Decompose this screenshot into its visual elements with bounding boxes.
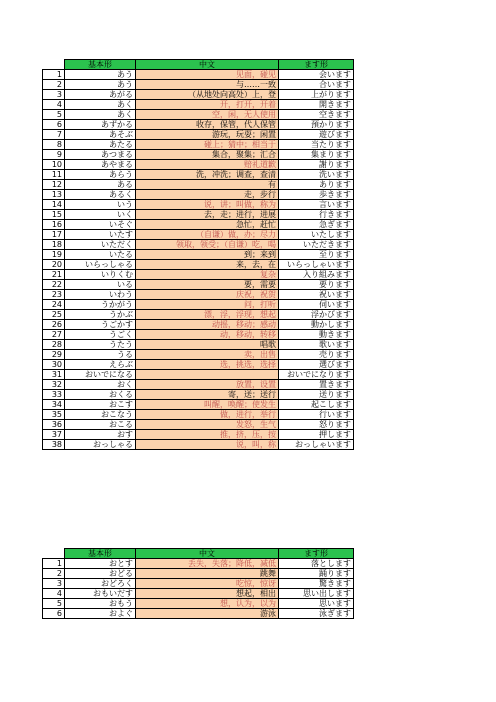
base-form-cell: うごかす xyxy=(65,320,136,330)
base-form-cell: あらう xyxy=(65,170,136,180)
row-number: 24 xyxy=(43,300,65,310)
masu-form-cell: 会います xyxy=(279,70,354,80)
chinese-meaning-cell: 选，挑选，选择 xyxy=(136,360,279,370)
masu-form-cell: 預かります xyxy=(279,120,354,130)
table-row xyxy=(43,350,354,360)
chinese-meaning-cell: 洗，冲洗；调查，查清 xyxy=(136,170,279,180)
row-number: 30 xyxy=(43,360,65,370)
masu-form-cell: あります xyxy=(279,180,354,190)
table-row xyxy=(43,579,354,589)
chinese-meaning-cell: 漂，浮，浮现，想起 xyxy=(136,310,279,320)
table-row xyxy=(43,70,354,80)
base-form-cell: いう xyxy=(65,200,136,210)
base-form-cell: えらぶ xyxy=(65,360,136,370)
base-form-cell: あく xyxy=(65,110,136,120)
chinese-meaning-cell: 赔礼道歉 xyxy=(136,160,279,170)
chinese-meaning-cell: 与……一致 xyxy=(136,80,279,90)
chinese-meaning-cell: 吃惊，惊讶 xyxy=(136,579,279,589)
row-number: 5 xyxy=(43,110,65,120)
masu-form-cell: 開きます xyxy=(279,100,354,110)
base-form-cell: おもう xyxy=(65,599,136,609)
masu-form-cell: 浮かびます xyxy=(279,310,354,320)
base-form-cell: いわう xyxy=(65,290,136,300)
masu-form-cell: 行きます xyxy=(279,210,354,220)
masu-form-cell: 送ります xyxy=(279,390,354,400)
header-masu-form: ます形 xyxy=(279,60,354,70)
row-number: 38 xyxy=(43,440,65,450)
base-form-cell: いりくむ xyxy=(65,270,136,280)
masu-form-cell: 当たります xyxy=(279,140,354,150)
masu-form-cell: 行います xyxy=(279,410,354,420)
base-form-cell: おもいだす xyxy=(65,589,136,599)
table-row xyxy=(43,250,354,260)
masu-form-cell: おいでになります xyxy=(279,370,354,380)
chinese-meaning-cell: 来，去，在 xyxy=(136,260,279,270)
row-number: 2 xyxy=(43,569,65,579)
row-number: 3 xyxy=(43,90,65,100)
chinese-meaning-cell: 到；来到 xyxy=(136,250,279,260)
table-row xyxy=(43,270,354,280)
table-row xyxy=(43,120,354,130)
chinese-meaning-cell: 丢失，失落；降低，减低 xyxy=(136,559,279,569)
row-number: 35 xyxy=(43,410,65,420)
header-number xyxy=(43,60,65,70)
row-number: 1 xyxy=(43,559,65,569)
base-form-cell: あつまる xyxy=(65,150,136,160)
table-row xyxy=(43,380,354,390)
chinese-meaning-cell: 寄，送；送行 xyxy=(136,390,279,400)
table-row xyxy=(43,430,354,440)
table-row xyxy=(43,230,354,240)
masu-form-cell: いらっしゃいます xyxy=(279,260,354,270)
base-form-cell: およぐ xyxy=(65,609,136,619)
table-row xyxy=(43,210,354,220)
row-number: 25 xyxy=(43,310,65,320)
masu-form-cell: 驚きます xyxy=(279,579,354,589)
chinese-meaning-cell: 碰上；猜中；相当于 xyxy=(136,140,279,150)
chinese-meaning-cell: 推，挤，压，按 xyxy=(136,430,279,440)
base-form-cell: おっしゃる xyxy=(65,440,136,450)
row-number: 4 xyxy=(43,100,65,110)
masu-form-cell: 謝ります xyxy=(279,160,354,170)
table-row xyxy=(43,140,354,150)
chinese-meaning-cell: 跳舞 xyxy=(136,569,279,579)
chinese-meaning-cell xyxy=(136,370,279,380)
masu-form-cell: 至ります xyxy=(279,250,354,260)
masu-form-cell: 思い出します xyxy=(279,589,354,599)
chinese-meaning-cell: 游泳 xyxy=(136,609,279,619)
table-row xyxy=(43,310,354,320)
masu-form-cell: 置きます xyxy=(279,380,354,390)
masu-form-cell: 伺います xyxy=(279,300,354,310)
masu-form-cell: 売ります xyxy=(279,350,354,360)
row-number: 34 xyxy=(43,400,65,410)
table-row xyxy=(43,390,354,400)
table-row xyxy=(43,370,354,380)
base-form-cell: いらっしゃる xyxy=(65,260,136,270)
masu-form-cell: 洗います xyxy=(279,170,354,180)
row-number: 32 xyxy=(43,380,65,390)
table-row xyxy=(43,170,354,180)
table-row xyxy=(43,569,354,579)
header-chinese: 中文 xyxy=(136,549,279,559)
table-row xyxy=(43,240,354,250)
table-row xyxy=(43,180,354,190)
base-form-cell: おどろく xyxy=(65,579,136,589)
row-number: 37 xyxy=(43,430,65,440)
chinese-meaning-cell: 游玩，玩耍；闲置 xyxy=(136,130,279,140)
table-row xyxy=(43,80,354,90)
masu-form-cell: 歩きます xyxy=(279,190,354,200)
base-form-cell: あたる xyxy=(65,140,136,150)
base-form-cell: うたう xyxy=(65,340,136,350)
row-number: 29 xyxy=(43,350,65,360)
chinese-meaning-cell: 说，讲；叫做，称为 xyxy=(136,200,279,210)
masu-form-cell: いただきます xyxy=(279,240,354,250)
masu-form-cell: 上がります xyxy=(279,90,354,100)
base-form-cell: いる xyxy=(65,280,136,290)
masu-form-cell: 合います xyxy=(279,80,354,90)
base-form-cell: おくる xyxy=(65,390,136,400)
masu-form-cell: 入り組みます xyxy=(279,270,354,280)
masu-form-cell: 選びます xyxy=(279,360,354,370)
table-row xyxy=(43,90,354,100)
chinese-meaning-cell: 说，叫，称 xyxy=(136,440,279,450)
table-row xyxy=(43,589,354,599)
table-row xyxy=(43,110,354,120)
table-row xyxy=(43,360,354,370)
masu-form-cell: 遊びます xyxy=(279,130,354,140)
masu-form-cell: 押します xyxy=(279,430,354,440)
table-row xyxy=(43,340,354,350)
row-number: 21 xyxy=(43,270,65,280)
table-row xyxy=(43,200,354,210)
masu-form-cell: 動きます xyxy=(279,330,354,340)
row-number: 28 xyxy=(43,340,65,350)
table-row xyxy=(43,599,354,609)
row-number: 17 xyxy=(43,230,65,240)
row-number: 7 xyxy=(43,130,65,140)
chinese-meaning-cell: 见面，碰见 xyxy=(136,70,279,80)
header-base-form: 基本形 xyxy=(65,60,136,70)
base-form-cell: おこる xyxy=(65,420,136,430)
table-row xyxy=(43,280,354,290)
base-form-cell: いただく xyxy=(65,240,136,250)
table-row xyxy=(43,160,354,170)
masu-form-cell: 思います xyxy=(279,599,354,609)
base-form-cell: うかぶ xyxy=(65,310,136,320)
verb-table-1 xyxy=(42,59,354,450)
row-number: 6 xyxy=(43,120,65,130)
row-number: 1 xyxy=(43,70,65,80)
masu-form-cell: 集まります xyxy=(279,150,354,160)
base-form-cell: おとす xyxy=(65,559,136,569)
base-form-cell: おす xyxy=(65,430,136,440)
chinese-meaning-cell: 集合，聚集；汇合 xyxy=(136,150,279,160)
base-form-cell: おいでになる xyxy=(65,370,136,380)
table-row xyxy=(43,609,354,619)
row-number: 31 xyxy=(43,370,65,380)
verb-table-2 xyxy=(42,548,354,619)
header-row xyxy=(43,549,354,559)
row-number: 12 xyxy=(43,180,65,190)
chinese-meaning-cell: 做，进行，举行 xyxy=(136,410,279,420)
chinese-meaning-cell: 去，走；进行，进展 xyxy=(136,210,279,220)
chinese-meaning-cell: 问，打听 xyxy=(136,300,279,310)
table-row xyxy=(43,220,354,230)
row-number: 19 xyxy=(43,250,65,260)
row-number: 20 xyxy=(43,260,65,270)
masu-form-cell: 踊ります xyxy=(279,569,354,579)
base-form-cell: おこす xyxy=(65,400,136,410)
row-number: 13 xyxy=(43,190,65,200)
masu-form-cell: 動かします xyxy=(279,320,354,330)
base-form-cell: あがる xyxy=(65,90,136,100)
table-row xyxy=(43,440,354,450)
base-form-cell: あやまる xyxy=(65,160,136,170)
row-number: 3 xyxy=(43,579,65,589)
chinese-meaning-cell: 空，闲，无人使用 xyxy=(136,110,279,120)
chinese-meaning-cell: （自谦）做，办；尽力 xyxy=(136,230,279,240)
base-form-cell: あずかる xyxy=(65,120,136,130)
table-row xyxy=(43,300,354,310)
base-form-cell: うる xyxy=(65,350,136,360)
table-row xyxy=(43,100,354,110)
table-row xyxy=(43,260,354,270)
masu-form-cell: 急ぎます xyxy=(279,220,354,230)
table-row xyxy=(43,400,354,410)
row-number: 33 xyxy=(43,390,65,400)
masu-form-cell: いたします xyxy=(279,230,354,240)
masu-form-cell: 起こします xyxy=(279,400,354,410)
row-number: 4 xyxy=(43,589,65,599)
header-number xyxy=(43,549,65,559)
row-number: 10 xyxy=(43,160,65,170)
row-number: 14 xyxy=(43,200,65,210)
chinese-meaning-cell: 走，步行 xyxy=(136,190,279,200)
table-row xyxy=(43,420,354,430)
masu-form-cell: おっしゃいます xyxy=(279,440,354,450)
base-form-cell: おどる xyxy=(65,569,136,579)
chinese-meaning-cell: 卖，出售 xyxy=(136,350,279,360)
base-form-cell: いたす xyxy=(65,230,136,240)
base-form-cell: あるく xyxy=(65,190,136,200)
chinese-meaning-cell: 发怒，生气 xyxy=(136,420,279,430)
masu-form-cell: 要ります xyxy=(279,280,354,290)
masu-form-cell: 空きます xyxy=(279,110,354,120)
header-base-form: 基本形 xyxy=(65,549,136,559)
table-row xyxy=(43,150,354,160)
table-row xyxy=(43,559,354,569)
base-form-cell: ある xyxy=(65,180,136,190)
row-number: 22 xyxy=(43,280,65,290)
row-number: 6 xyxy=(43,609,65,619)
table-row xyxy=(43,320,354,330)
table-row xyxy=(43,190,354,200)
masu-form-cell: 歌います xyxy=(279,340,354,350)
masu-form-cell: 怒ります xyxy=(279,420,354,430)
chinese-meaning-cell: 复杂 xyxy=(136,270,279,280)
base-form-cell: あく xyxy=(65,100,136,110)
masu-form-cell: 祝います xyxy=(279,290,354,300)
chinese-meaning-cell: 想，认为，以为 xyxy=(136,599,279,609)
base-form-cell: おこなう xyxy=(65,410,136,420)
table-row xyxy=(43,290,354,300)
base-form-cell: あそぶ xyxy=(65,130,136,140)
row-number: 23 xyxy=(43,290,65,300)
chinese-meaning-cell: 有 xyxy=(136,180,279,190)
base-form-cell: いたる xyxy=(65,250,136,260)
table-row xyxy=(43,330,354,340)
row-number: 15 xyxy=(43,210,65,220)
base-form-cell: うごく xyxy=(65,330,136,340)
row-number: 18 xyxy=(43,240,65,250)
header-row xyxy=(43,60,354,70)
row-number: 16 xyxy=(43,220,65,230)
base-form-cell: うかがう xyxy=(65,300,136,310)
row-number: 9 xyxy=(43,150,65,160)
base-form-cell: おく xyxy=(65,380,136,390)
chinese-meaning-cell: 唱歌 xyxy=(136,340,279,350)
base-form-cell: いそぐ xyxy=(65,220,136,230)
row-number: 27 xyxy=(43,330,65,340)
row-number: 5 xyxy=(43,599,65,609)
base-form-cell: あう xyxy=(65,80,136,90)
chinese-meaning-cell: 急忙，赶忙 xyxy=(136,220,279,230)
chinese-meaning-cell: 要，需要 xyxy=(136,280,279,290)
base-form-cell: いく xyxy=(65,210,136,220)
chinese-meaning-cell: 叫醒，唤醒；使发生 xyxy=(136,400,279,410)
chinese-meaning-cell: 领取，领受；（自谦）吃，喝 xyxy=(136,240,279,250)
chinese-meaning-cell: 动摇，移动；感动 xyxy=(136,320,279,330)
chinese-meaning-cell: 收存，保管，代人保管 xyxy=(136,120,279,130)
header-masu-form: ます形 xyxy=(279,549,354,559)
chinese-meaning-cell: （从地处向高处）上，登 xyxy=(136,90,279,100)
row-number: 8 xyxy=(43,140,65,150)
masu-form-cell: 言います xyxy=(279,200,354,210)
chinese-meaning-cell: 放置，设置 xyxy=(136,380,279,390)
row-number: 11 xyxy=(43,170,65,180)
chinese-meaning-cell: 庆祝，祝贺 xyxy=(136,290,279,300)
row-number: 26 xyxy=(43,320,65,330)
header-chinese: 中文 xyxy=(136,60,279,70)
chinese-meaning-cell: 想起，相出 xyxy=(136,589,279,599)
chinese-meaning-cell: 开，打开，开着 xyxy=(136,100,279,110)
masu-form-cell: 落とします xyxy=(279,559,354,569)
table-row xyxy=(43,130,354,140)
masu-form-cell: 泳ぎます xyxy=(279,609,354,619)
chinese-meaning-cell: 动，移动，转移 xyxy=(136,330,279,340)
row-number: 2 xyxy=(43,80,65,90)
row-number: 36 xyxy=(43,420,65,430)
table-row xyxy=(43,410,354,420)
base-form-cell: あう xyxy=(65,70,136,80)
